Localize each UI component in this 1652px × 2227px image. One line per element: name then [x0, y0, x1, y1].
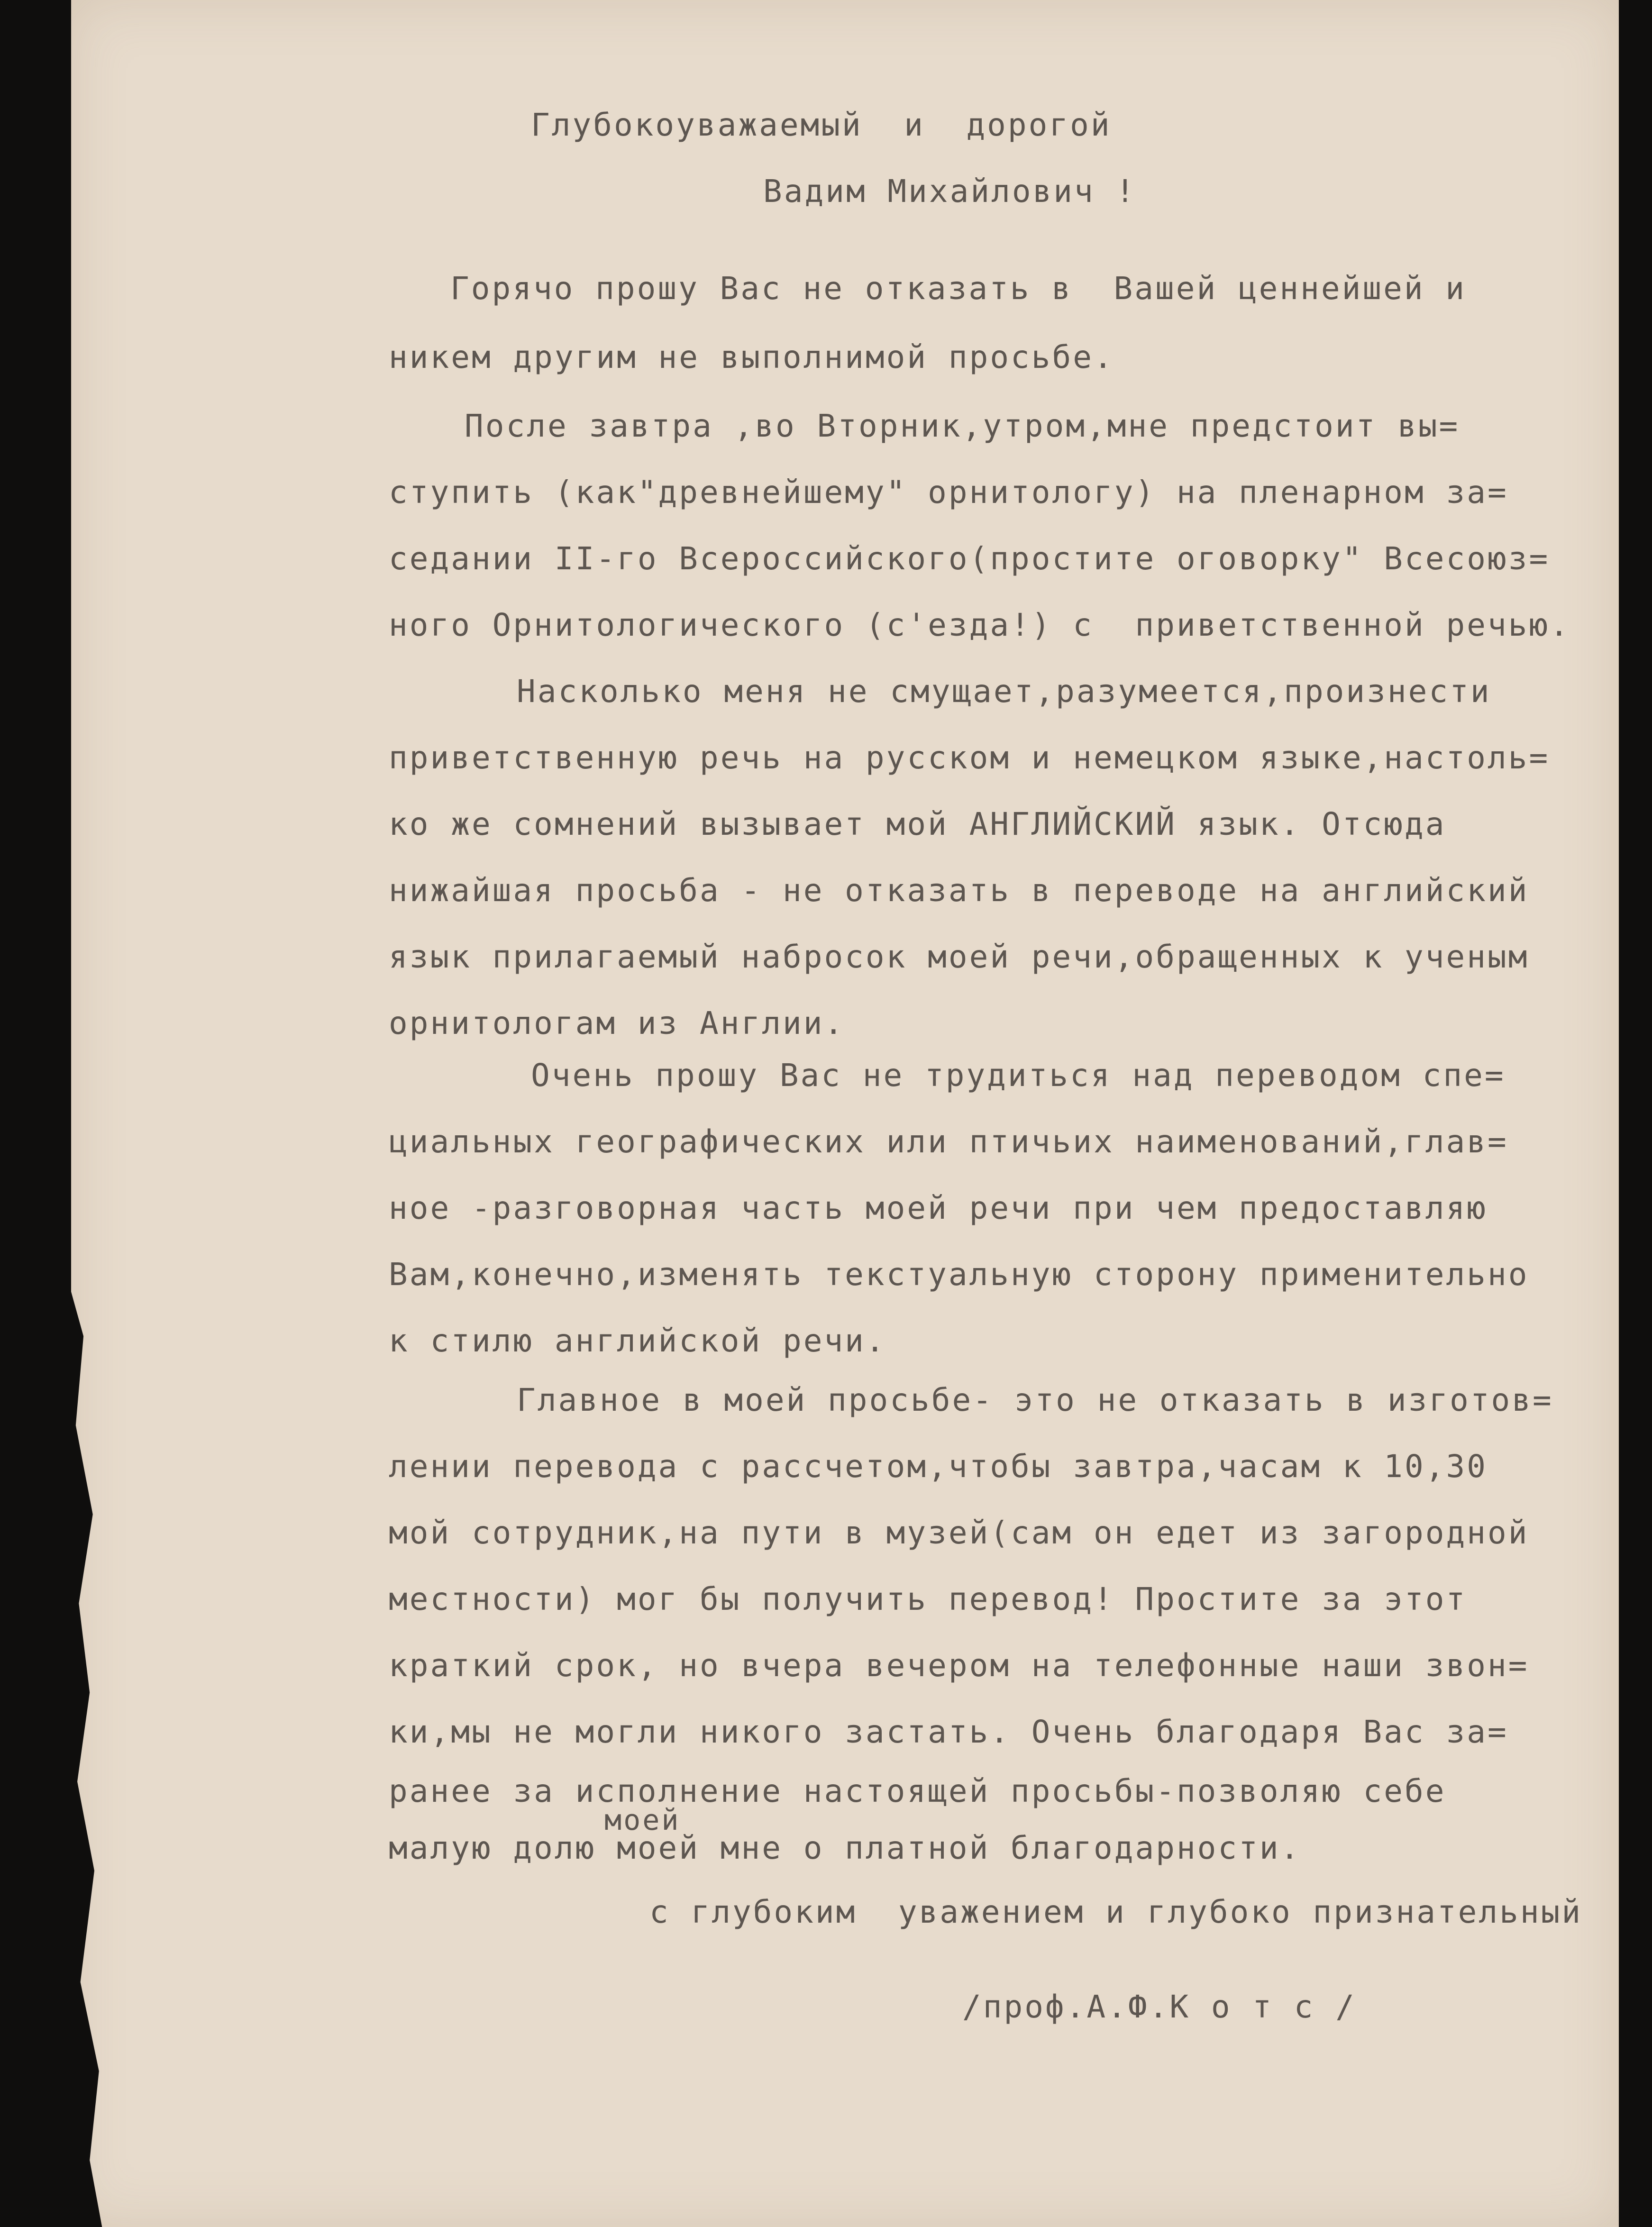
body-line: язык прилагаемый набросок моей речи,обращенных к ученым [389, 939, 1529, 975]
body-line: Очень прошу Вас не трудиться над переводом спе= [531, 1057, 1506, 1094]
signature: /проф.А.Ф.К о т с / [962, 1989, 1356, 2025]
body-line: к стилю английской речи. [389, 1323, 886, 1359]
body-line: ное -разговорная часть моей речи при чем предоставляю [389, 1190, 1488, 1226]
body-line: ко же сомнений вызывает мой АНГЛИЙСКИЙ язык. Отсюда [389, 806, 1446, 842]
salutation-line-2: Вадим Михайлович ! [763, 173, 1137, 210]
body-line-last: малую долю моей мне о платной благодарности. [389, 1830, 1301, 1866]
body-line: нижайшая просьба - не отказать в переводе на английский [389, 872, 1529, 909]
body-line: орнитологам из Англии. [389, 1005, 845, 1041]
letter-sheet [71, 0, 1619, 2227]
body-line: ного Орнитологического (с'езда!) с приветственной речью. [389, 607, 1570, 643]
body-line: краткий срок, но вчера вечером на телефонные наши звон= [389, 1647, 1529, 1684]
body-line: ки,мы не могли никого застать. Очень благодаря Вас за= [389, 1714, 1508, 1750]
body-line: ступить (как"древнейшему" орнитологу) на пленарном за= [389, 474, 1508, 511]
interlinear-insertion: моей [604, 1804, 681, 1837]
body-line: седании II-го Всероссийского(простите оговорку" Всесоюз= [389, 540, 1550, 577]
body-line: лении перевода с рассчетом,чтобы завтра,часам к 10,30 [389, 1448, 1488, 1485]
body-line: После завтра ,во Вторник,утром,мне предстоит вы= [465, 408, 1460, 444]
body-line: Горячо прошу Вас не отказать в Вашей ценнейшей и [450, 270, 1467, 307]
body-line: Насколько меня не смущает,разумеется,произнести [517, 673, 1491, 710]
body-line: ранее за исполнение настоящей просьбы-позволяю себе [389, 1773, 1446, 1809]
body-line: местности) мог бы получить перевод! Простите за этот [389, 1581, 1467, 1617]
body-line: мой сотрудник,на пути в музей(сам он едет из загородной [389, 1515, 1529, 1551]
body-line: Главное в моей просьбе- это не отказать в изготов= [517, 1382, 1553, 1418]
salutation-line-1: Глубокоуважаемый и дорогой [531, 107, 1112, 143]
body-line: циальных географических или птичьих наименований,глав= [389, 1123, 1508, 1160]
body-line: приветственную речь на русском и немецком языке,настоль= [389, 739, 1550, 776]
body-line: никем другим не выполнимой просьбе. [389, 339, 1114, 375]
body-line: Вам,конечно,изменять текстуальную сторону применительно [389, 1256, 1529, 1293]
closing-line: с глубоким уважением и глубоко признательный [649, 1894, 1583, 1930]
